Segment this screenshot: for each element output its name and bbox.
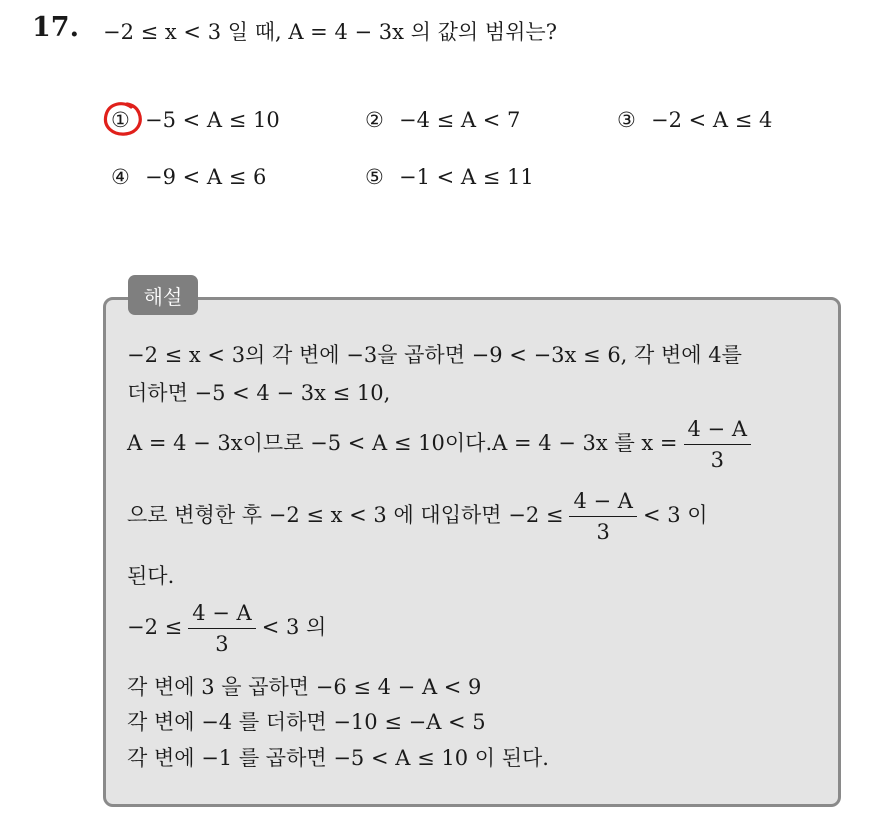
solution-line-7: 각 변에 3 을 곱하면 −6 ≤ 4 − A < 9 (127, 675, 482, 699)
choice-2[interactable] (365, 108, 520, 132)
fraction (684, 414, 751, 475)
fraction-denominator: 3 (215, 632, 229, 656)
solution-line-1: −2 ≤ x < 3의 각 변에 −3을 곱하면 −9 < −3x ≤ 6, 각 변에 4를 (127, 343, 742, 367)
solution-text: < 3 이 (642, 503, 708, 527)
choice-number: ③ (617, 108, 636, 132)
solution-line-8: 각 변에 −4 를 더하면 −10 ≤ −A < 5 (127, 710, 486, 734)
fraction (569, 486, 636, 547)
choice-number: ① (111, 108, 130, 132)
solution-text: A = 4 − 3x이므로 −5 < A ≤ 10이다.A = 4 − 3x 를 x = (127, 431, 678, 455)
solution-line-3 (127, 414, 757, 475)
fraction-denominator: 3 (710, 448, 724, 472)
solution-line-6 (127, 598, 326, 659)
choice-5[interactable] (365, 165, 534, 189)
fraction (188, 598, 255, 659)
solution-text: < 3 의 (261, 615, 327, 639)
choice-number: ⑤ (365, 165, 384, 189)
choice-text: −4 ≤ A < 7 (399, 108, 521, 132)
choice-text: −5 < A ≤ 10 (145, 108, 280, 132)
solution-line-2: 더하면 −5 < 4 − 3x ≤ 10, (127, 381, 391, 405)
choice-1[interactable] (111, 108, 280, 132)
choice-text: −9 < A ≤ 6 (145, 165, 267, 189)
solution-text: 으로 변형한 후 −2 ≤ x < 3 에 대입하면 −2 ≤ (127, 503, 564, 527)
fraction-numerator: 4 − A (569, 486, 636, 517)
solution-line-9: 각 변에 −1 를 곱하면 −5 < A ≤ 10 이 된다. (127, 746, 549, 770)
choice-3[interactable] (617, 108, 772, 132)
question-text: −2 ≤ x < 3 일 때, A = 4 − 3x 의 값의 범위는? (103, 20, 557, 44)
choice-4[interactable] (111, 165, 266, 189)
solution-line-4 (127, 486, 708, 547)
choice-number: ② (365, 108, 384, 132)
solution-badge: 해설 (128, 275, 198, 315)
fraction-numerator: 4 − A (684, 414, 751, 445)
choice-text: −1 < A ≤ 11 (399, 165, 534, 189)
fraction-denominator: 3 (596, 520, 610, 544)
fraction-numerator: 4 − A (188, 598, 255, 629)
question-number: 17. (32, 12, 79, 43)
choice-number: ④ (111, 165, 130, 189)
choice-text: −2 < A ≤ 4 (651, 108, 773, 132)
solution-line-5: 된다. (127, 564, 175, 588)
solution-text: −2 ≤ (127, 615, 183, 639)
